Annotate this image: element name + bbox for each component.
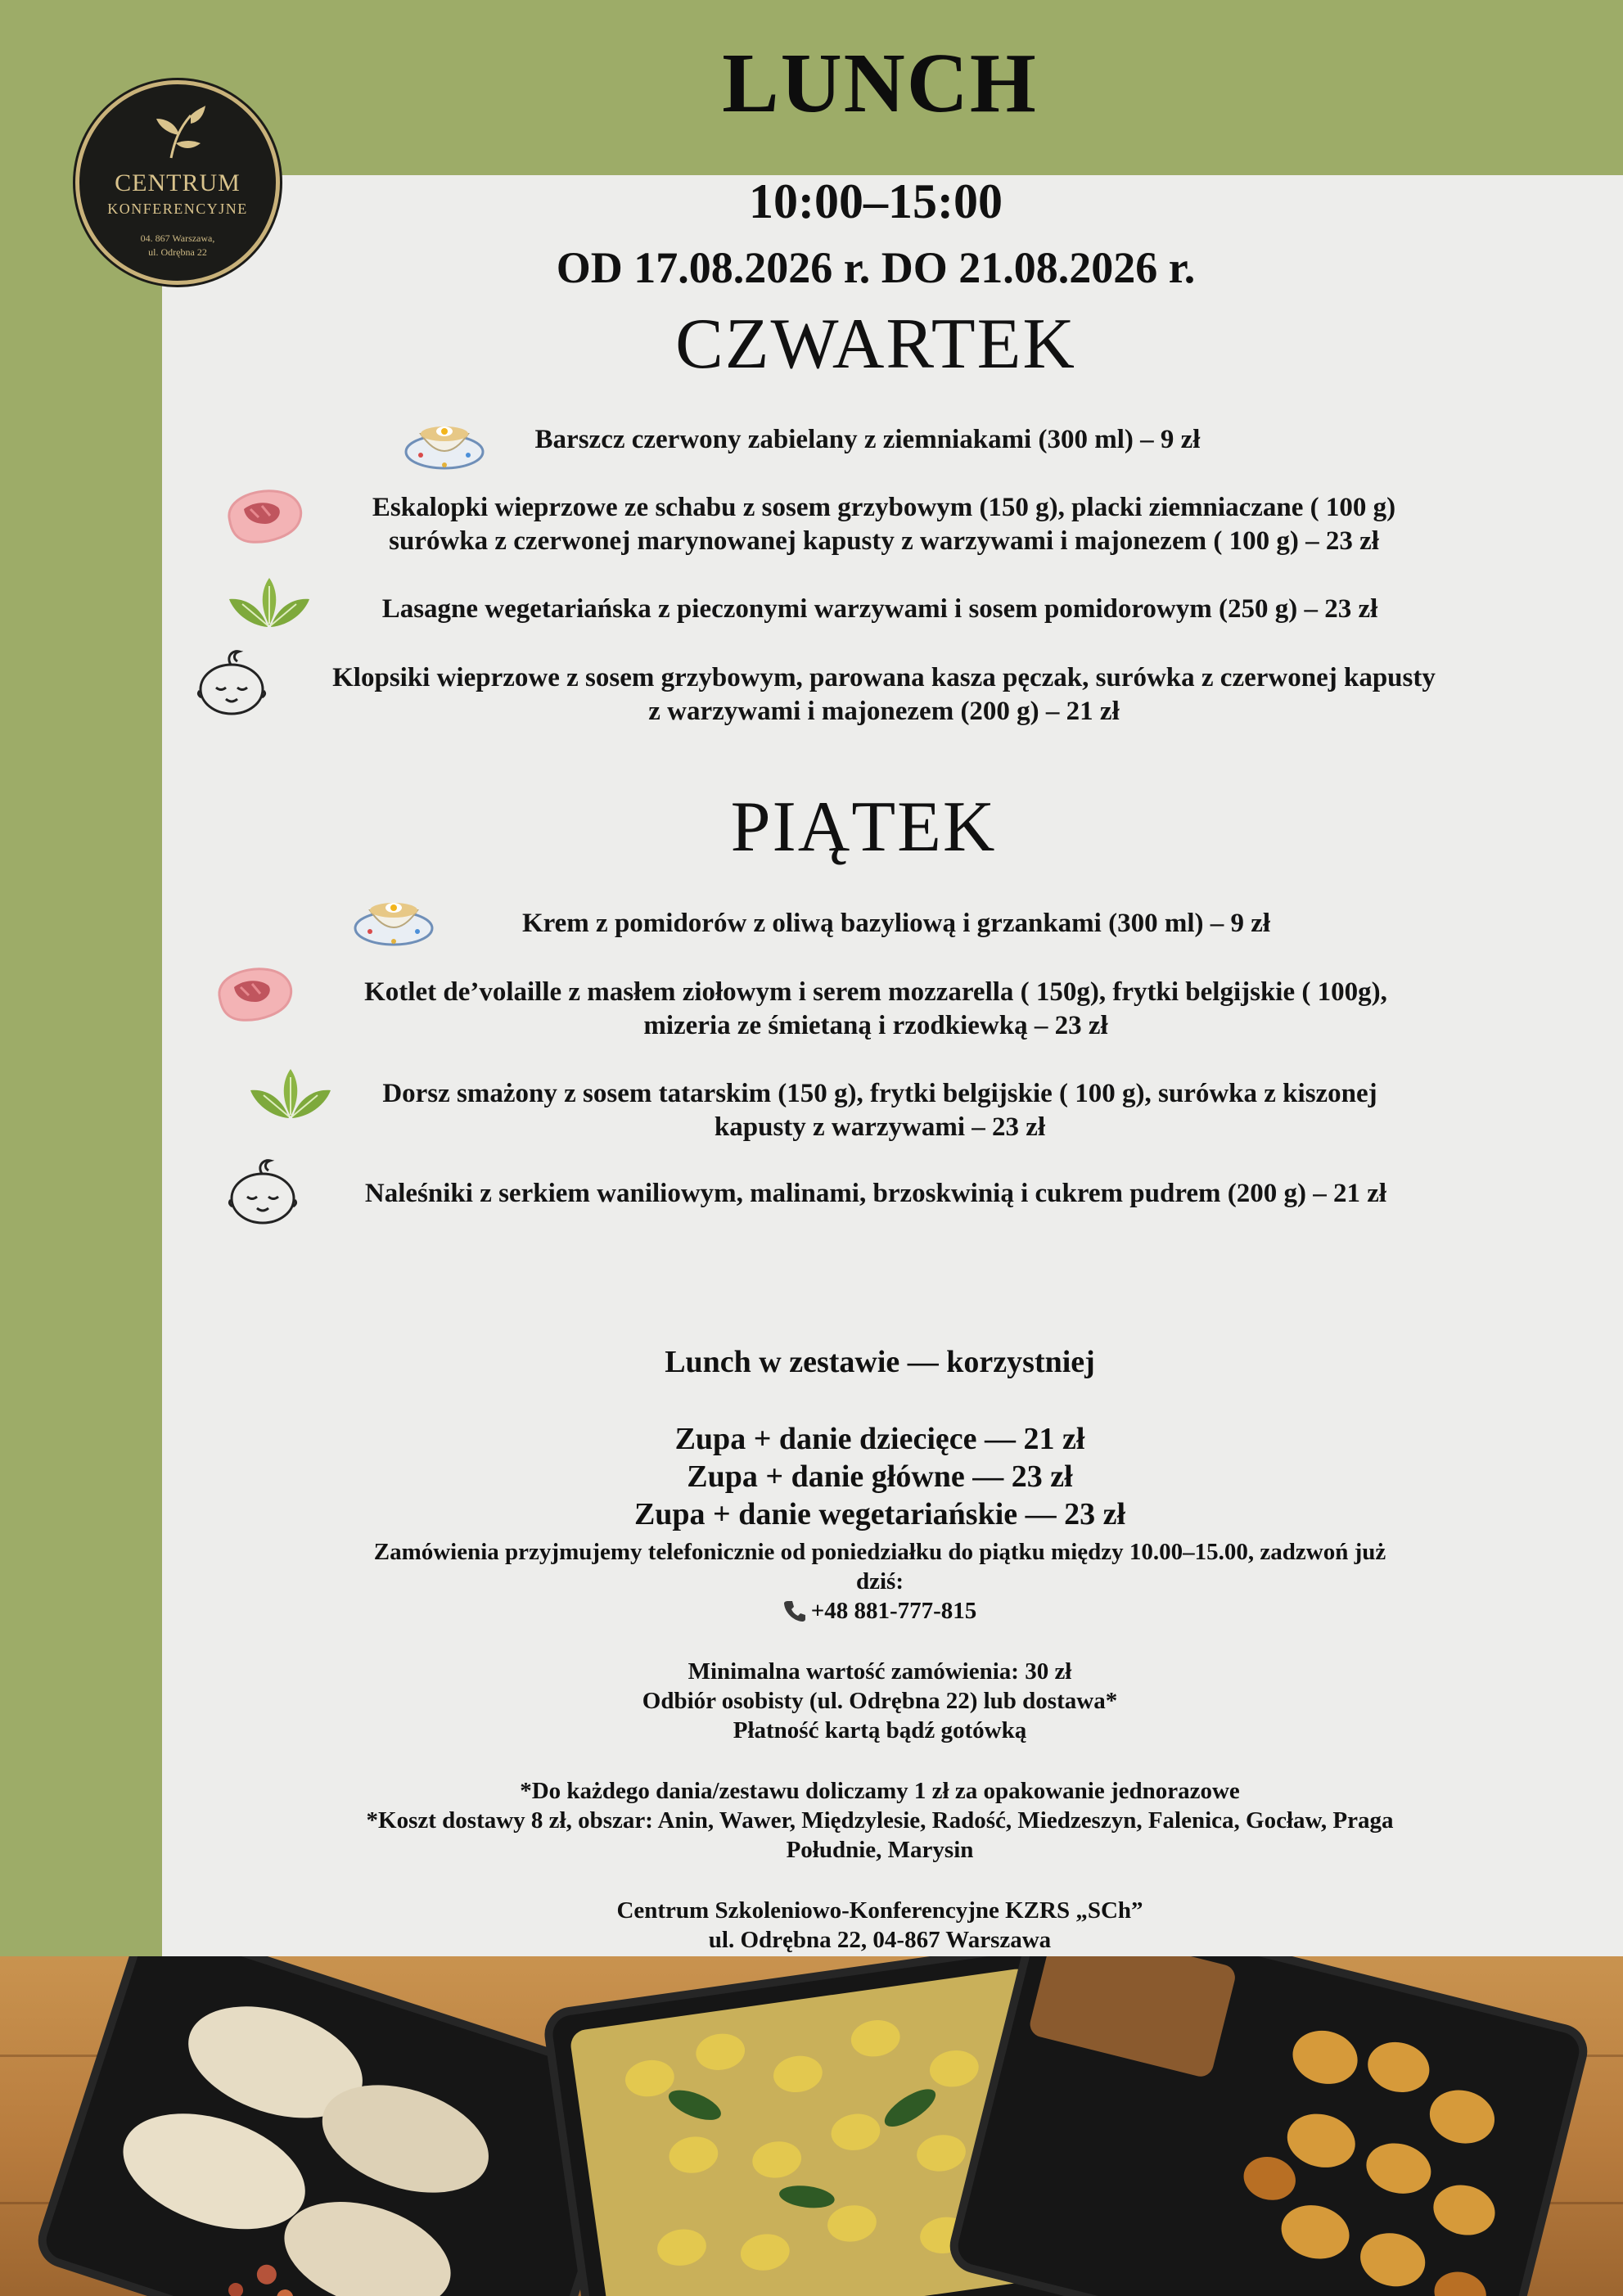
- day-heading-piatek: PIĄTEK: [730, 787, 997, 867]
- food-photo: [0, 1956, 1623, 2296]
- dish-line: Kotlet de’volaille z masłem ziołowym i serem mozzarella ( 150g), frytki belgijskie ( 100g),: [364, 977, 1387, 1007]
- dish-piatek-kids: [295, 1177, 1457, 1211]
- dish-line: mizeria ze śmietaną i rzodkiewką – 23 zł: [643, 1011, 1108, 1040]
- dish-czwartek-soup: [458, 423, 1277, 457]
- delivery-note-cont: Południe, Marysin: [786, 1837, 974, 1863]
- pickup-info: Odbiór osobisty (ul. Odrębna 22) lub dostawa*: [642, 1688, 1118, 1714]
- company-address: ul. Odrębna 22, 04-867 Warszawa: [708, 1927, 1052, 1953]
- promo-set: Zupa + danie główne — 23 zł: [687, 1459, 1073, 1494]
- logo-address-line2: ul. Odrębna 22: [148, 246, 207, 258]
- page-title: LUNCH: [722, 36, 1038, 130]
- pierogi-image: [42, 1956, 630, 2296]
- phone-icon: [783, 1599, 806, 1622]
- dish-czwartek-main: [303, 491, 1465, 558]
- promo-heading: Lunch w zestawie — korzystniej: [665, 1345, 1095, 1379]
- dish-line: Krem z pomidorów z oliwą bazyliową i grzankami (300 ml) – 9 zł: [521, 909, 1271, 938]
- dish-line: Naleśniki z serkiem waniliowym, malinami, brzoskwinią i cukrem pudrem (200 g) – 21 zł: [364, 1179, 1387, 1208]
- potatoes-image: [956, 1956, 1576, 2296]
- company-name: Centrum Szkoleniowo-Konferencyjne KZRS „SCh”: [616, 1897, 1143, 1924]
- dish-line: Eskalopki wieprzowe ze schabu z sosem grzybowym (150 g), placki ziemniaczane ( 100 g): [372, 493, 1396, 522]
- leaf-vegetarian-icon: [228, 575, 311, 632]
- payment-info: Płatność kartą bądź gotówką: [733, 1717, 1027, 1743]
- phone-line: [0, 1596, 1623, 1626]
- orders-info: Zamówienia przyjmujemy telefonicznie od poniedziałku do piątku między 10.00–15.00, zadzwoń już: [373, 1539, 1386, 1565]
- dish-line: Barszcz czerwony zabielany z ziemniakami (300 ml) – 9 zł: [534, 425, 1201, 454]
- dish-line: Lasagne wegetariańska z pieczonymi warzywami i sosem pomidorowym (250 g) – 23 zł: [381, 594, 1378, 624]
- date-range: OD 17.08.2026 r. DO 21.08.2026 r.: [556, 243, 1196, 292]
- dish-line: Klopsiki wieprzowe z sosem grzybowym, parowana kasza pęczak, surówka z czerwonej kapusty: [332, 663, 1436, 692]
- leaf-sprig-icon: [155, 104, 207, 161]
- dish-piatek-main: [295, 976, 1457, 1043]
- dish-line: surówka z czerwonej marynowanej kapusty z warzywami i majonezem ( 100 g) – 23 zł: [389, 526, 1379, 556]
- tray-potatoes: [944, 1956, 1594, 2296]
- day-heading-czwartek: CZWARTEK: [675, 304, 1076, 384]
- packaging-note: *Do każdego dania/zestawu doliczamy 1 zł za opakowanie jednorazowe: [520, 1778, 1240, 1804]
- delivery-note: *Koszt dostawy 8 zł, obszar: Anin, Wawer, Międzylesie, Radość, Miedzeszyn, Falenica, Gocław, Praga: [366, 1807, 1394, 1834]
- orders-info-cont: dziś:: [856, 1568, 904, 1595]
- dish-czwartek-kids: [262, 661, 1506, 728]
- dish-czwartek-vegetarian: [311, 593, 1449, 626]
- dish-line: kapusty z warzywami – 23 zł: [714, 1112, 1046, 1142]
- meat-steak-icon: [211, 963, 296, 1026]
- soup-bowl-icon: [354, 886, 434, 948]
- phone-number[interactable]: +48 881-777-815: [810, 1598, 977, 1624]
- dish-line: z warzywami i majonezem (200 g) – 21 zł: [648, 697, 1120, 726]
- leaf-vegetarian-icon: [249, 1066, 332, 1123]
- meat-steak-icon: [221, 485, 306, 548]
- hours: 10:00–15:00: [749, 174, 1003, 228]
- dish-line: Dorsz smażony z sosem tatarskim (150 g), frytki belgijskie ( 100 g), surówka z kiszonej: [382, 1079, 1377, 1108]
- logo-line1: CENTRUM: [115, 169, 241, 196]
- dish-piatek-vegetarian: [327, 1077, 1432, 1144]
- min-order: Minimalna wartość zamówienia: 30 zł: [688, 1658, 1072, 1685]
- promo-set: Zupa + danie dziecięce — 21 zł: [674, 1422, 1085, 1456]
- logo-line2: KONFERENCYJNE: [107, 201, 248, 217]
- tray-pierogi: [31, 1956, 648, 2296]
- promo-set: Zupa + danie wegetariańskie — 23 zł: [633, 1497, 1126, 1531]
- baby-face-icon: [228, 1156, 298, 1226]
- logo-address-line1: 04. 867 Warszawa,: [140, 232, 215, 244]
- baby-face-icon: [196, 647, 267, 717]
- dish-piatek-soup: [426, 907, 1367, 941]
